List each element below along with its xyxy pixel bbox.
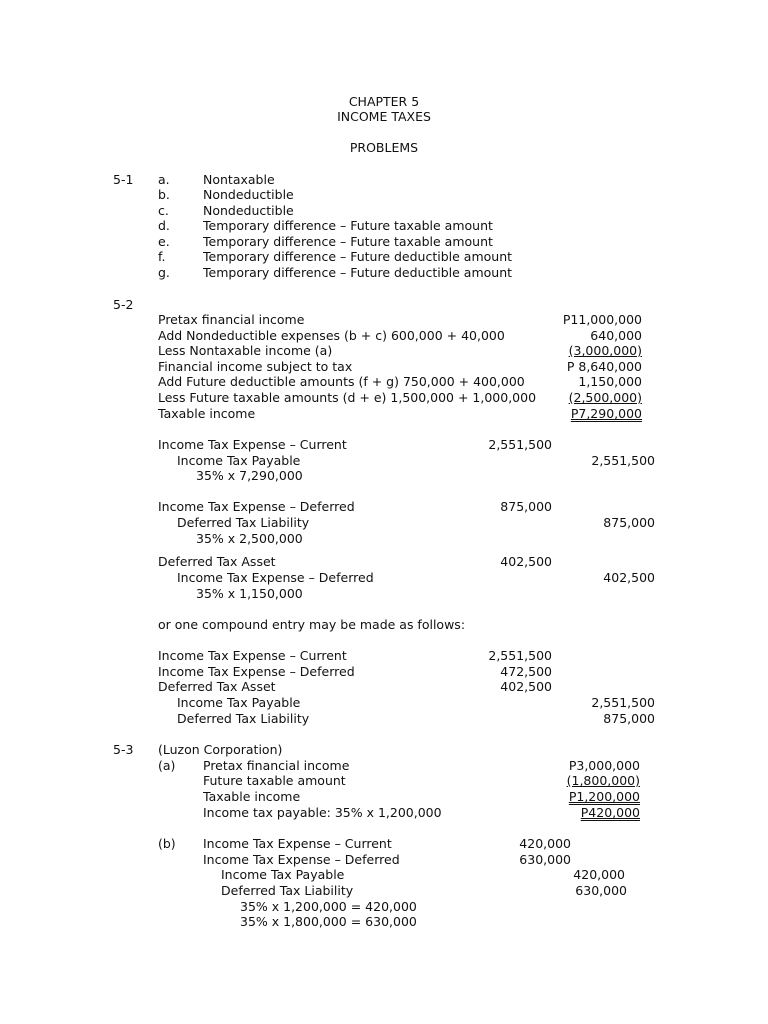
amount-underlined: (1,800,000): [566, 773, 640, 788]
journal-debit-account: Income Tax Expense – Current: [158, 437, 347, 452]
amount-double-underlined: P1,200,000: [568, 789, 640, 804]
computation-amount: [522, 406, 642, 421]
problem-number: 5-1: [113, 172, 134, 187]
journal-debit-amount: 420,000: [519, 836, 571, 851]
computation-label: Less Future taxable amounts (d + e) 1,500,000 + 1,000,000: [158, 390, 537, 405]
journal-debit-account: Income Tax Expense – Current: [158, 648, 347, 663]
computation-label: Add Future deductible amounts (f + g) 750,000 + 400,000: [158, 374, 525, 389]
part-label: (b): [158, 836, 176, 851]
journal-debit-amount: 875,000: [500, 499, 552, 514]
journal-credit-account: Income Tax Payable: [177, 695, 301, 710]
journal-debit-amount: 2,551,500: [488, 437, 552, 452]
journal-debit-account: Deferred Tax Asset: [158, 679, 276, 694]
journal-credit-account: Deferred Tax Liability: [177, 711, 310, 726]
computation-amount: [522, 390, 642, 405]
journal-debit-amount: 402,500: [500, 554, 552, 569]
computation-label: Pretax financial income: [158, 312, 305, 327]
journal-credit-amount: 2,551,500: [591, 453, 655, 468]
computation-amount: [520, 805, 640, 820]
list-item-letter: c.: [158, 203, 169, 218]
journal-credit-account: Deferred Tax Liability: [177, 515, 310, 530]
list-item-text: Nontaxable: [203, 172, 275, 187]
or-note: or one compound entry may be made as follows:: [158, 617, 466, 632]
computation-amount: [520, 789, 640, 804]
list-item-text: Temporary difference – Future taxable amount: [203, 234, 493, 249]
journal-credit-account: Deferred Tax Liability: [221, 883, 354, 898]
journal-credit-amount: 630,000: [575, 883, 627, 898]
journal-calculation: 35% x 1,800,000 = 630,000: [240, 914, 417, 929]
list-item-text: Nondeductible: [203, 187, 294, 202]
journal-debit-amount: 402,500: [500, 679, 552, 694]
list-item-letter: b.: [158, 187, 170, 202]
journal-credit-amount: 402,500: [603, 570, 655, 585]
journal-debit-account: Income Tax Expense – Deferred: [158, 664, 355, 679]
amount-double-underlined: P7,290,000: [570, 406, 642, 421]
list-item-letter: a.: [158, 172, 170, 187]
list-item-letter: g.: [158, 265, 170, 280]
journal-debit-amount: 2,551,500: [488, 648, 552, 663]
journal-debit-account: Deferred Tax Asset: [158, 554, 276, 569]
computation-amount: [520, 773, 640, 788]
journal-credit-amount: 420,000: [573, 867, 625, 882]
journal-credit-amount: 875,000: [603, 515, 655, 530]
journal-credit-account: Income Tax Expense – Deferred: [177, 570, 374, 585]
computation-label: Income tax payable: 35% x 1,200,000: [203, 805, 442, 820]
computation-amount: 1,150,000: [578, 374, 642, 389]
journal-debit-account: Income Tax Expense – Current: [203, 836, 392, 851]
journal-credit-amount: 2,551,500: [591, 695, 655, 710]
company-name: (Luzon Corporation): [158, 742, 283, 757]
chapter-title: INCOME TAXES: [337, 109, 431, 124]
list-item-text: Temporary difference – Future deductible amount: [203, 249, 513, 264]
journal-debit-account: Income Tax Expense – Deferred: [203, 852, 400, 867]
journal-calculation: 35% x 7,290,000: [196, 468, 303, 483]
part-label: (a): [158, 758, 176, 773]
computation-label: Taxable income: [203, 789, 301, 804]
journal-calculation: 35% x 1,150,000: [196, 586, 303, 601]
journal-debit-amount: 472,500: [500, 664, 552, 679]
problem-number: 5-2: [113, 297, 134, 312]
list-item-letter: d.: [158, 218, 170, 233]
computation-label: Add Nondeductible expenses (b + c) 600,000 + 40,000: [158, 328, 505, 343]
computation-label: Taxable income: [158, 406, 256, 421]
computation-amount: P11,000,000: [562, 312, 642, 327]
list-item-text: Temporary difference – Future deductible amount: [203, 265, 513, 280]
computation-label: Future taxable amount: [203, 773, 346, 788]
computation-label: Pretax financial income: [203, 758, 350, 773]
journal-debit-amount: 630,000: [519, 852, 571, 867]
amount-underlined: (2,500,000): [568, 390, 642, 405]
amount-double-underlined: P420,000: [580, 805, 640, 820]
section-title: PROBLEMS: [349, 140, 419, 155]
computation-amount: [522, 343, 642, 358]
journal-credit-account: Income Tax Payable: [221, 867, 345, 882]
list-item-letter: f.: [158, 249, 166, 264]
list-item-letter: e.: [158, 234, 170, 249]
list-item-text: Temporary difference – Future taxable amount: [203, 218, 493, 233]
computation-amount: P 8,640,000: [566, 359, 642, 374]
journal-credit-account: Income Tax Payable: [177, 453, 301, 468]
computation-label: Financial income subject to tax: [158, 359, 353, 374]
journal-calculation: 35% x 1,200,000 = 420,000: [240, 899, 417, 914]
amount-underlined: (3,000,000): [568, 343, 642, 358]
computation-label: Less Nontaxable income (a): [158, 343, 333, 358]
problem-number: 5-3: [113, 742, 134, 757]
list-item-text: Nondeductible: [203, 203, 294, 218]
computation-amount: 640,000: [590, 328, 642, 343]
computation-amount: P3,000,000: [568, 758, 640, 773]
journal-debit-account: Income Tax Expense – Deferred: [158, 499, 355, 514]
journal-calculation: 35% x 2,500,000: [196, 531, 303, 546]
chapter-number: CHAPTER 5: [348, 94, 420, 109]
journal-credit-amount: 875,000: [603, 711, 655, 726]
